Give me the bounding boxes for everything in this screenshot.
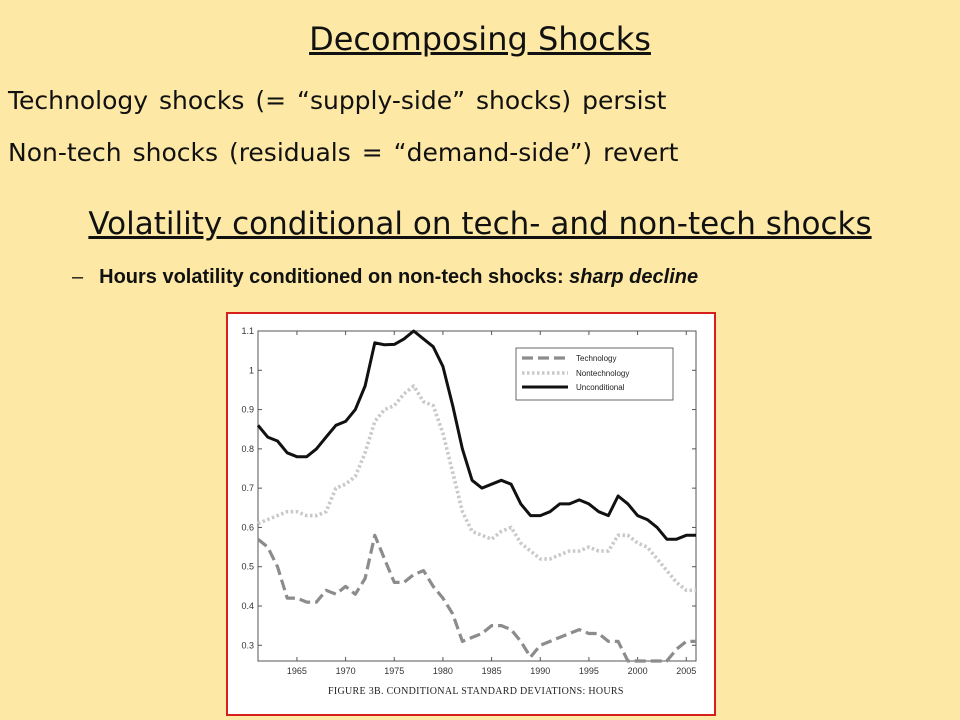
- x-tick-label: 1970: [335, 666, 356, 676]
- x-tick-label: 2000: [627, 666, 648, 676]
- bullet-dash: –: [72, 266, 84, 288]
- legend-label-unconditional: Unconditional: [576, 383, 625, 392]
- x-tick-label: 1985: [481, 666, 502, 676]
- y-tick-label: 1.1: [241, 326, 254, 336]
- bullet-italic-text: sharp decline: [569, 266, 699, 288]
- x-tick-label: 1975: [384, 666, 405, 676]
- y-tick-label: 0.6: [241, 522, 254, 533]
- slide-title: Decomposing Shocks: [309, 20, 651, 58]
- non-tech-shocks-line: Non-tech shocks (residuals = “demand-side”) revert: [8, 138, 679, 167]
- x-tick-label: 1965: [286, 666, 307, 676]
- x-tick-label: 1980: [432, 666, 453, 676]
- bullet-point: [72, 266, 698, 289]
- y-tick-label: 0.4: [241, 601, 254, 611]
- hours-volatility-chart: [228, 314, 714, 714]
- series-line-technology: [258, 535, 696, 661]
- y-tick-label: 1: [248, 365, 254, 376]
- slide-subtitle: Volatility conditional on tech- and non-tech shocks: [88, 206, 872, 242]
- chart-figure: [226, 312, 716, 716]
- y-tick-label: 0.5: [241, 561, 254, 572]
- y-tick-label: 0.3: [241, 640, 254, 651]
- figure-caption: FIGURE 3B. CONDITIONAL STANDARD DEVIATIONS: HOURS: [328, 686, 624, 697]
- x-tick-label: 1990: [530, 666, 551, 676]
- legend: [516, 348, 673, 400]
- y-tick-label: 0.9: [241, 404, 254, 415]
- bullet-bold-text: Hours volatility conditioned on non-tech shocks:: [99, 266, 570, 288]
- y-tick-label: 0.7: [241, 483, 254, 494]
- y-tick-label: 0.8: [241, 443, 254, 454]
- legend-label-technology: Technology: [576, 354, 617, 363]
- legend-label-nontechnology: Nontechnology: [576, 369, 630, 378]
- series-line-nontechnology: [258, 386, 696, 590]
- x-tick-label: 2005: [676, 666, 697, 676]
- x-tick-label: 1995: [578, 666, 599, 676]
- technology-shocks-line: Technology shocks (= “supply-side” shocks) persist: [8, 86, 667, 115]
